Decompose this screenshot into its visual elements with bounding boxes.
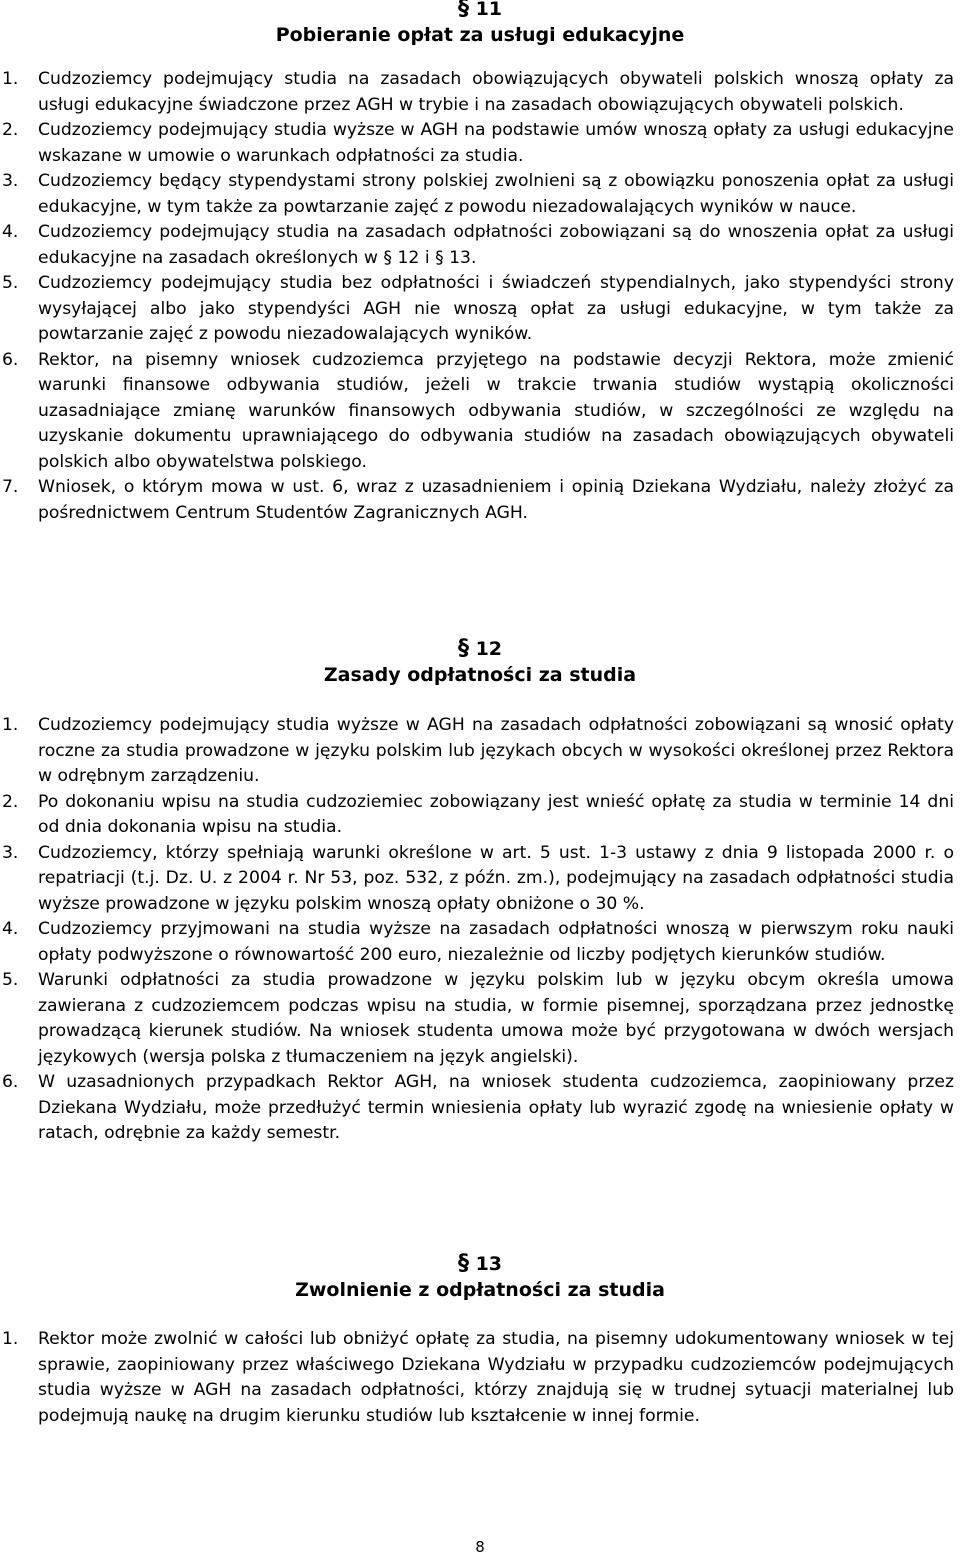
list-item — [0, 220, 960, 271]
item-text: Cudzoziemcy podejmujący studia na zasadach odpłatności zobowiązani są do wnoszenia opłat za usługi edukacyjne na zasadach określonych w § 12 i § 13. — [38, 222, 954, 268]
list-item — [0, 1070, 960, 1147]
list-item — [0, 271, 960, 348]
item-number: 3. — [2, 842, 19, 863]
item-text: W uzasadnionych przypadkach Rektor AGH, na wniosek studenta cudzoziemca, zaopiniowany przez Dziekana Wydziału, może przedłużyć termin wniesienia opłaty lub wyrazić zgodę na wniesienie opłaty w ratach, odrębnie za każdy semestr. — [38, 1072, 954, 1143]
paragraph-sign: § — [457, 0, 469, 21]
item-number: 5. — [2, 970, 19, 990]
item-number: 6. — [2, 1072, 19, 1092]
section-12 — [0, 636, 960, 1147]
item-number: 3. — [2, 171, 19, 191]
list-item — [0, 348, 960, 476]
list-item — [0, 917, 960, 968]
item-list — [0, 67, 960, 526]
item-text: Cudzoziemcy podejmujący studia wyższe w AGH na podstawie umów wnoszą opłaty za usługi edukacyjne wskazane w umowie o warunkach odpłatności za studia. — [38, 120, 954, 166]
item-text: Rektor, na pisemny wniosek cudzoziemca przyjętego na podstawie decyzji Rektora, może zmienić warunki finansowe odbywania studiów, jeżeli w trakcie trwania studiów wystąpią okoliczności uzasadniające zmianę warunków finansowych odbywania studiów, w szczególności ze względu na uzyskanie dokumentu uprawniającego do odbywania studiów na zasadach obowiązujących obywateli polskich albo obywatelstwa polskiego. — [38, 349, 954, 472]
list-item — [0, 67, 960, 118]
item-text: Po dokonaniu wpisu na studia cudzoziemiec zobowiązany jest wnieść opłatę za studia w terminie 14 dni od dnia dokonania wpisu na studia. — [38, 791, 954, 837]
item-text: Cudzoziemcy będący stypendystami strony polskiej zwolnieni są z obowiązku ponoszenia opłat za usługi edukacyjne, w tym także za powtarzanie zajęć z powodu niezadowalających wyników w nauce. — [38, 171, 954, 217]
section-heading — [0, 1251, 960, 1303]
paragraph-number — [0, 1251, 960, 1278]
list-item — [0, 790, 960, 841]
list-item — [0, 968, 960, 1070]
item-text: Cudzoziemcy, którzy spełniają warunki określone w art. 5 ust. 1-3 ustawy z dnia 9 listopada 2000 r. o repatriacji (t.j. Dz. U. z 2004 r. Nr 53, poz. 532, z późn. zm.), podejmujący na zasadach odpłatności studia wyższe prowadzone w języku polskim wnoszą opłaty obniżone o 30 %. — [38, 842, 954, 914]
item-number: 7. — [2, 477, 19, 497]
paragraph-number — [0, 636, 960, 663]
item-number: 5. — [2, 273, 19, 293]
list-item — [0, 118, 960, 169]
item-number: 2. — [2, 120, 19, 140]
paragraph-number-value: 12 — [475, 638, 503, 660]
item-text: Warunki odpłatności za studia prowadzone w języku polskim lub w języku obcym określa umowa zawierana z cudzoziemcem podczas wpisu na studia, w formie pisemnej, sporządzana przez jednostkę prowadzącą kierunek studiów. Na wniosek studenta umowa może być przygotowana w dwóch wersjach językowych (wersja polska z tłumaczeniem na język angielski). — [38, 970, 954, 1067]
item-text: Cudzoziemcy podejmujący studia wyższe w AGH na zasadach odpłatności zobowiązani są wnosić opłaty roczne za studia prowadzone w języku polskim lub językach obcych w wysokości określonej przez Rektora w odrębnym zarządzeniu. — [38, 715, 954, 786]
section-heading — [0, 636, 960, 688]
item-number: 2. — [2, 791, 19, 812]
item-list — [0, 1327, 960, 1429]
item-number: 1. — [2, 715, 19, 735]
item-number: 4. — [2, 222, 19, 242]
item-text: Cudzoziemcy podejmujący studia na zasadach obowiązujących obywateli polskich wnoszą opłaty za usługi edukacyjne świadczone przez AGH w trybie i na zasadach obowiązujących obywateli polskich. — [38, 69, 954, 115]
paragraph-sign: § — [457, 636, 469, 661]
page-number: 8 — [475, 1538, 485, 1556]
item-number: 1. — [2, 1329, 19, 1349]
list-item — [0, 169, 960, 220]
item-number: 1. — [2, 69, 19, 89]
paragraph-number-value: 11 — [475, 0, 503, 20]
item-text: Cudzoziemcy przyjmowani na studia wyższe na zasadach odpłatności wnoszą w pierwszym roku nauki opłaty podwyższone o równowartość 200 euro, niezależnie od liczby podjętych kierunków studiów. — [38, 919, 954, 965]
section-heading — [0, 0, 960, 48]
section-title: Zasady odpłatności za studia — [323, 663, 637, 686]
item-text: Cudzoziemcy podejmujący studia bez odpłatności i świadczeń stypendialnych, jako stypendyści strony wysyłającej albo jako stypendyści AGH nie wnoszą opłat za usługi edukacyjne, w tym także za powtarzanie zajęć z powodu niezadowalających wyników. — [38, 273, 954, 344]
item-number: 4. — [2, 919, 19, 939]
list-item — [0, 841, 960, 918]
section-title: Zwolnienie z odpłatności za studia — [295, 1278, 665, 1301]
paragraph-number — [0, 0, 960, 23]
item-text: Rektor może zwolnić w całości lub obniżyć opłatę za studia, na pisemny udokumentowany wniosek w tej sprawie, zaopiniowany przez właściwego Dziekana Wydziału w przypadku cudzoziemców podejmujących studia wyższe w AGH na zasadach odpłatności, którzy znajdują się w trudnej sytuacji materialnej lub podejmują naukę na drugim kierunku studiów lub kształcenie w innej formie. — [38, 1329, 954, 1426]
section-13 — [0, 1251, 960, 1429]
paragraph-sign: § — [457, 1251, 469, 1276]
paragraph-number-value: 13 — [475, 1253, 503, 1275]
list-item — [0, 713, 960, 790]
item-number: 6. — [2, 349, 19, 370]
list-item — [0, 1327, 960, 1429]
section-title: Pobieranie opłat za usługi edukacyjne — [275, 23, 685, 46]
item-list — [0, 713, 960, 1147]
item-text: Wniosek, o którym mowa w ust. 6, wraz z uzasadnieniem i opinią Dziekana Wydziału, należy złożyć za pośrednictwem Centrum Studentów Zagranicznych AGH. — [38, 477, 954, 523]
section-11 — [0, 0, 960, 526]
list-item — [0, 475, 960, 526]
